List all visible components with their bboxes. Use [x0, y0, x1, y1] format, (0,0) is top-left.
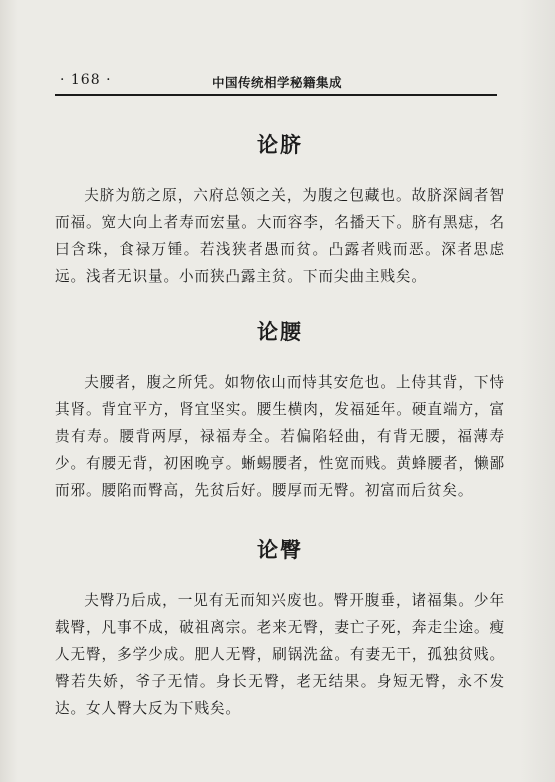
- section-navel: [55, 130, 505, 290]
- section-body: 夫腰者，腹之所凭。如物依山而恃其安危也。上侍其背，下恃其肾。背宜平方，肾宜坚实。腰生横肉，发福延年。硬直端方，富贵有寿。腰背两厚，禄福寿全。若偏陷轻曲，有背无腰，福薄寿少。有腰无背，初困晚亨。蜥蜴腰者，性宽而贱。黄蜂腰者，懒鄙而邪。腰陷而臀高，先贫后好。腰厚而无臀。初富而后贫矣。: [55, 374, 505, 499]
- section-body: 夫脐为筋之原，六府总领之关，为腹之包藏也。故脐深阔者智而福。宽大向上者寿而宏量。大而容李，名播天下。脐有黑痣，名曰含珠，食禄万锺。若浅狭者愚而贫。凸露者贱而恶。深者思虑远。浅者无识量。小而狭凸露主贫。下而尖曲主贱矣。: [55, 187, 505, 285]
- section-title: 论脐: [257, 132, 303, 157]
- running-title: 中国传统相学秘籍集成: [212, 75, 343, 90]
- section-buttocks: [55, 535, 505, 722]
- page-number: · 168 ·: [60, 72, 112, 88]
- section-title: 论臀: [257, 537, 303, 562]
- section-title: 论腰: [257, 319, 303, 344]
- page-header: [58, 66, 498, 94]
- section-body: 夫臀乃后成，一见有无而知兴废也。臀开腹垂，诸福集。少年载臀，凡事不成，破祖离宗。老来无臀，妻亡子死，奔走尘途。瘦人无臀，多学少成。肥人无臀，刷锅洗盆。有妻无干，孤独贫贱。臀若失娇，爷子无情。身长无臀，老无结果。身短无臀，永不发达。女人臀大反为下贱矣。: [55, 592, 505, 717]
- header-rule: [55, 94, 497, 96]
- section-waist: [55, 317, 505, 504]
